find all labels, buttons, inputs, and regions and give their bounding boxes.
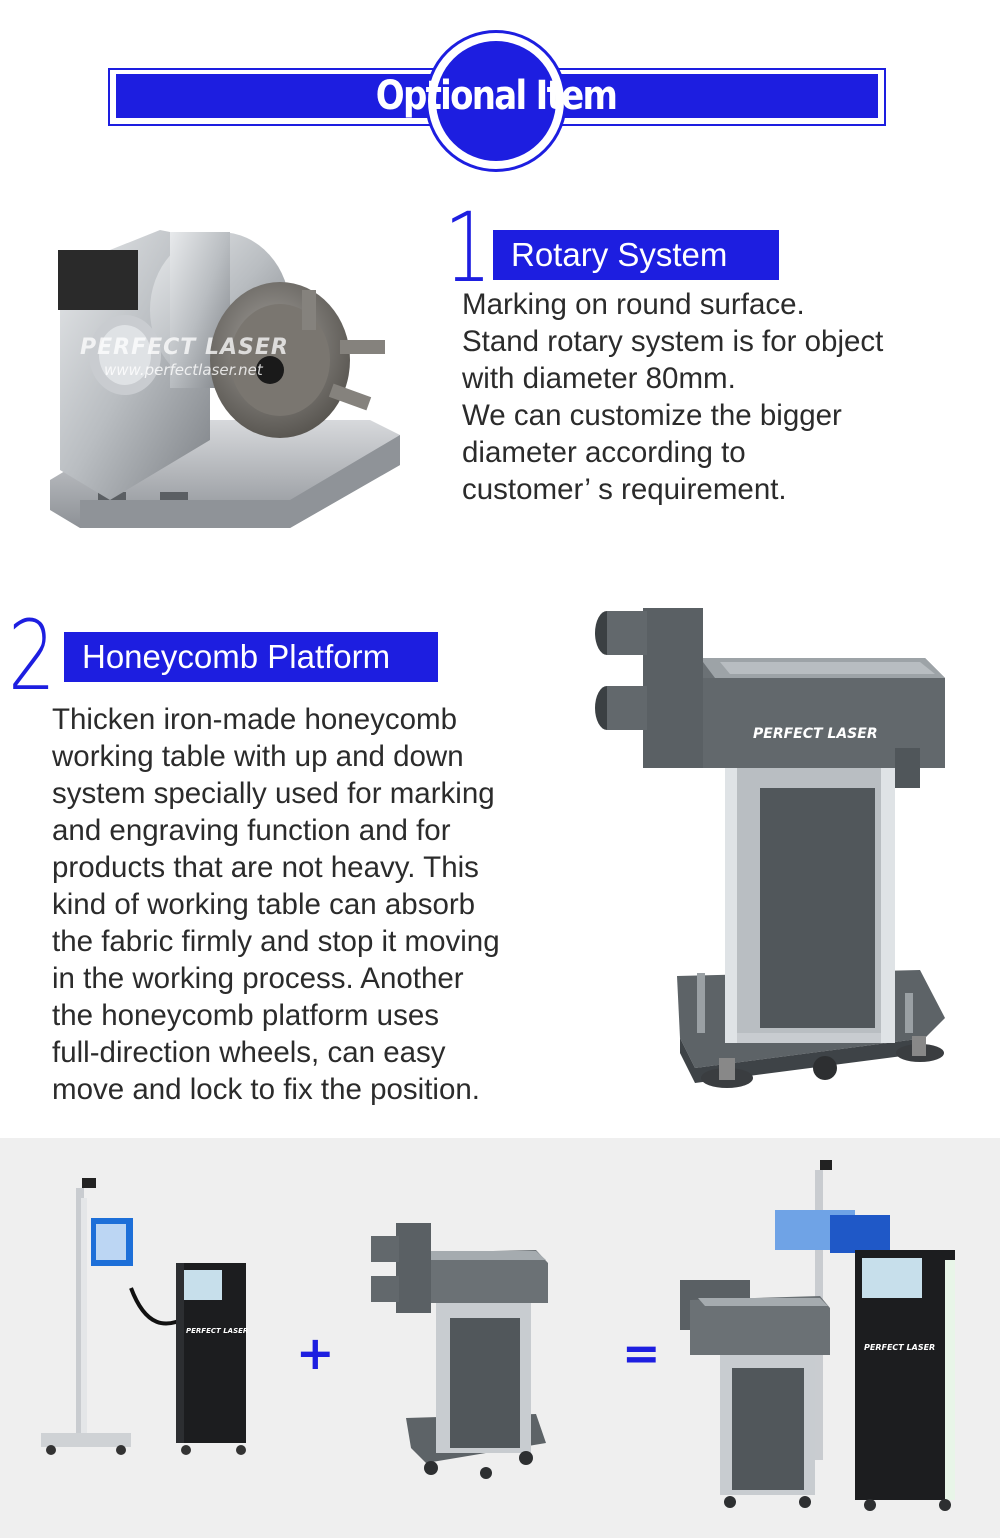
description-line: the honeycomb platform uses	[52, 999, 439, 1032]
section-2-description	[52, 701, 500, 1108]
section-1-description	[462, 286, 883, 508]
section-2-title: Honeycomb Platform	[64, 632, 438, 682]
plus-sign: +	[296, 1326, 335, 1380]
description-line: kind of working table can absorb	[52, 888, 476, 921]
description-line: working table with up and down	[52, 740, 464, 773]
section-1-title: Rotary System	[493, 230, 779, 280]
section-2-number: 2	[8, 600, 56, 712]
description-line: diameter according to	[462, 436, 746, 469]
laser-marking-machine-photo	[36, 1178, 266, 1468]
description-line: full-direction wheels, can easy	[52, 1036, 446, 1069]
page-title: Optional Item	[375, 73, 617, 119]
combined-brand-label: PERFECT LASER	[864, 1343, 936, 1352]
honeycomb-platform-small-photo	[366, 1218, 556, 1480]
honeycomb-platform-photo	[585, 598, 955, 1108]
description-line: system specially used for marking	[52, 777, 495, 810]
description-line: in the working process. Another	[52, 962, 464, 995]
description-line: We can customize the bigger	[462, 399, 842, 432]
description-line: Stand rotary system is for object	[462, 325, 884, 358]
watermark-brand: PERFECT LASER	[80, 335, 289, 360]
description-line: products that are not heavy. This	[52, 851, 479, 884]
equals-sign: =	[622, 1326, 661, 1380]
cabinet-brand-label: PERFECT LASER	[186, 1327, 249, 1335]
description-line: with diameter 80mm.	[462, 362, 736, 395]
watermark-url: www.perfectlaser.net	[104, 361, 263, 379]
platform-brand-label: PERFECT LASER	[753, 726, 878, 742]
description-line: the fabric firmly and stop it moving	[52, 925, 500, 958]
description-line: Thicken iron-made honeycomb	[52, 703, 458, 736]
description-line: move and lock to fix the position.	[52, 1073, 480, 1106]
description-line: and engraving function and for	[52, 814, 451, 847]
description-line: customer’ s requirement.	[462, 473, 787, 506]
section-1-number: 1	[444, 192, 492, 304]
combined-machine-photo	[680, 1160, 980, 1515]
description-line: Marking on round surface.	[462, 288, 805, 321]
